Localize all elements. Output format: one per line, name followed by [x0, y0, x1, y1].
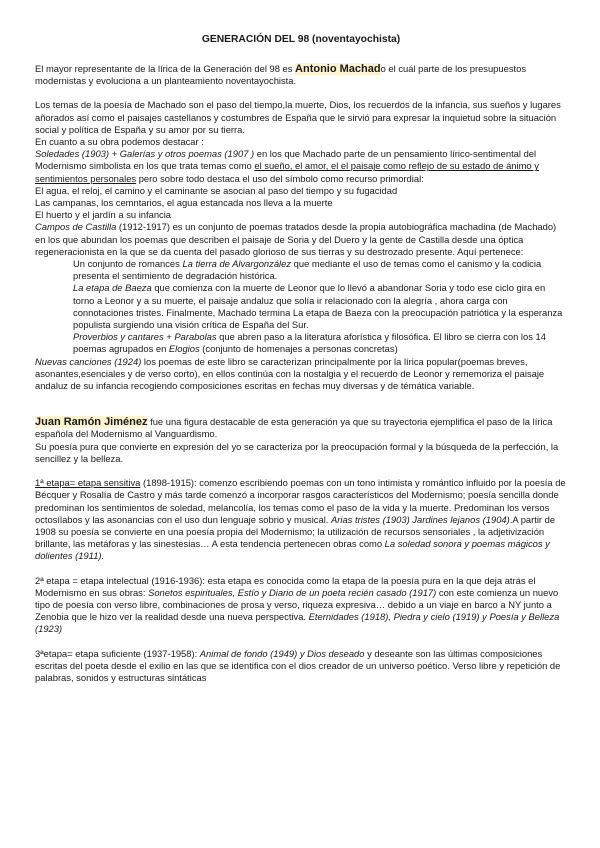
symbol-line: El huerto y el jardín a su infancia	[35, 209, 172, 221]
item-title: Elogios	[168, 343, 200, 355]
soledades-text: en los que Machado parte de un pensamiento lírico-sentimental del Modernismo simbolista en los que trata temas como	[35, 148, 537, 172]
etapa1-label: 1ª etapa= etapa sensitiva	[35, 477, 141, 489]
item-text: que comienza con la muerte de Leonor que lo llevó a abandonar Soria y todo ese ciclo gira en torno a Leonor y a su muerte, el paisaje andaluz que solía ir relacionado con la alegría , ahora carga con connotaciones tristes. Finalmente, Machado termina La etapa de Baeza con la preocupación patriótica y la esperanza populista surgiendo una visión crítica de España del Sur.	[73, 282, 563, 331]
page-title: GENERACIÓN DEL 98 (noventayochista)	[201, 34, 401, 45]
machado-highlight: Antonio Machad	[295, 63, 381, 75]
jrj-line2: Su poesía pura que convierte en expresión del yo se caracteriza por la preocupación formal y la búsqueda de la perfección, la sencillez y la belleza.	[35, 440, 559, 464]
etapa1-works2: La soledad sonora y poemas mágicos y dolientes (1911).	[35, 538, 550, 562]
campos-item	[35, 331, 567, 355]
item-text: que mediante el uso de temas como el canismo y la codicia presenta el sentimiento de degradación histórica.	[73, 258, 542, 282]
nuevas-title: Nuevas canciones (1924)	[35, 355, 142, 367]
nuevas-paragraph	[35, 356, 567, 393]
campos-title: Campos de Castilla	[35, 221, 117, 233]
etapa3-works: Animal de fondo (1949) y Dios deseado	[199, 647, 365, 659]
intro-text: El mayor representante de la lírica de la Generación del 98 es	[35, 63, 296, 74]
intro-paragraph	[35, 63, 567, 87]
nuevas-text: los poemas de este libro se caracterizan principalmente por la lírica popular(poemas breves, asonantes,esenciales y de verso corto), en ellos continúa con la nostalgia y el recuerdo de Leonor y rememoriza el paisaje andaluz de su infancia recogiendo composiciones escritas en fechas muy diversas y de témática variable.	[35, 355, 545, 392]
jrj-text: fue una figura destacable de esta generación ya que su trayectoria ejemplifica el paso de la lírica española del Modernismo al Vanguardismo.	[35, 416, 553, 440]
etapa2-paragraph	[35, 575, 567, 636]
symbol-line: El agua, el reloj, el camino y el caminante se asocian al paso del tiempo y su fugacidad	[35, 184, 398, 196]
item-text: (conjunto de homenajes a personas concretas)	[199, 343, 398, 355]
soledades-paragraph	[35, 148, 567, 185]
etapa1-text2: .A partir de 1908 su poesía se convierte en una poesía propia del Modernismo; la utilización de recursos sensoriales , la adjetivización brillante, las metáforas y las sinestesias… A esta tendencia pertenecen obras como	[35, 513, 556, 550]
intro-text-end: o el cuál parte de los presupuestos modernistas y evoluciona a un planteamiento noventayochista.	[35, 63, 527, 87]
item-title: Proverbios y cantares + Parabolas	[73, 331, 217, 343]
etapa3-text: 3ªetapa= etapa suficiente (1937-1958):	[35, 647, 200, 659]
soledades-title: Soledades (1903) + Galerías y otros poemas (1907 )	[35, 148, 255, 160]
jrj-highlight: Juan Ramón Jiménez	[35, 416, 148, 429]
campos-paragraph	[35, 221, 567, 258]
themes-paragraph: Los temas de la poesía de Machado son el paso del tiempo,la muerte, Dios, los recuerdos de la infancia, sus sueños y lugares añorados así como el paisajes castellanos y costumbres de España que le sirvió para expresar la inquietud sobre la situación social y política de España y su amor por su tierra.	[35, 99, 561, 135]
etapa2-text: 2ª etapa = etapa intelectual (1916-1936): esta etapa es conocida como la etapa de la poesía pura en la que deja atrás el Modernismo en sus obras:	[35, 574, 536, 598]
etapa1-works: Arias tristes (1903) Jardines lejanos (1904)	[331, 513, 510, 525]
soledades-underline: el sueño, el amor, el el paisaje como reflejo de su estado de ánimo y sentimientos personales	[35, 160, 539, 184]
campos-text: (1912-1917) es un conjunto de poemas tratados desde la propia autobiográfica machadina (de Machado) en los que abundan los poemas que describen el paisaje de Soria y del Duero y la gente de Castilla desde una óptica regeneracionista en la que se da cuenta del pasado glorioso de sus tierras y su destrozado presente. Aquí pertenece:	[35, 221, 557, 257]
campos-item	[35, 258, 567, 282]
etapa3-paragraph	[35, 648, 567, 685]
jrj-paragraph	[35, 416, 567, 440]
document-page	[35, 33, 567, 684]
etapa2-works: Sonetos espirituales, Estío y Diario de un poeta recién casado (1917)	[148, 586, 437, 598]
etapa1-text: (1898-1915): comenzo escribiendo poemas con un tono intimista y romántico influido por la poesía de Bécquer y Rosalía de Castro y más tarde comenzó a incorporar rasgos característicos del Modernismo; poesía sencilla donde predominan los sentimientos de soledad, melancolía, los temas como el paso de la vida y la muerte. Predominan los versos octosílabos y las asonancias con el uso dun lenguaje sobrio y musical.	[35, 477, 566, 525]
item-text: que abren paso a la literatura aforística y filosófica. El libro se cierra con los 14 poemas agrupados en	[73, 331, 546, 355]
etapa3-text2: y deseante son las últimas composiciones escritas del poeta desde el exilio en las que se identifica con el dios creador de un universo poético. Verso libre y repetición de palabras, sonidos y estructuras sintáticas	[35, 647, 561, 683]
item-title: La tierra de Alvargonzález	[182, 258, 292, 270]
campos-item	[35, 282, 567, 331]
symbol-line: Las campanas, los cemntarios, el agua estancada nos lleva a la muerte	[35, 197, 333, 209]
etapa2-works2: Eternidades (1918), Piedra y cielo (1919) y Poesía y Belleza (1923)	[35, 611, 560, 635]
item-text: Un conjunto de romances	[73, 258, 183, 270]
etapa2-text2: con este comienza un nuevo tipo de poesía con verso libre, combinaciones de prosa y verso, riqueza expresiva… debido a un viaje en barco a NY junto a Zenobia que le hizo ver la realidad desde una nueva perspectiva.	[35, 586, 559, 623]
etapa1-paragraph	[35, 477, 567, 562]
works-intro: En cuanto a su obra podemos destacar :	[35, 136, 204, 148]
soledades-text-end: pero sobre todo destaca el uso del símbolo como recurso primordial:	[136, 172, 424, 184]
item-title: La etapa de Baeza	[73, 282, 152, 294]
